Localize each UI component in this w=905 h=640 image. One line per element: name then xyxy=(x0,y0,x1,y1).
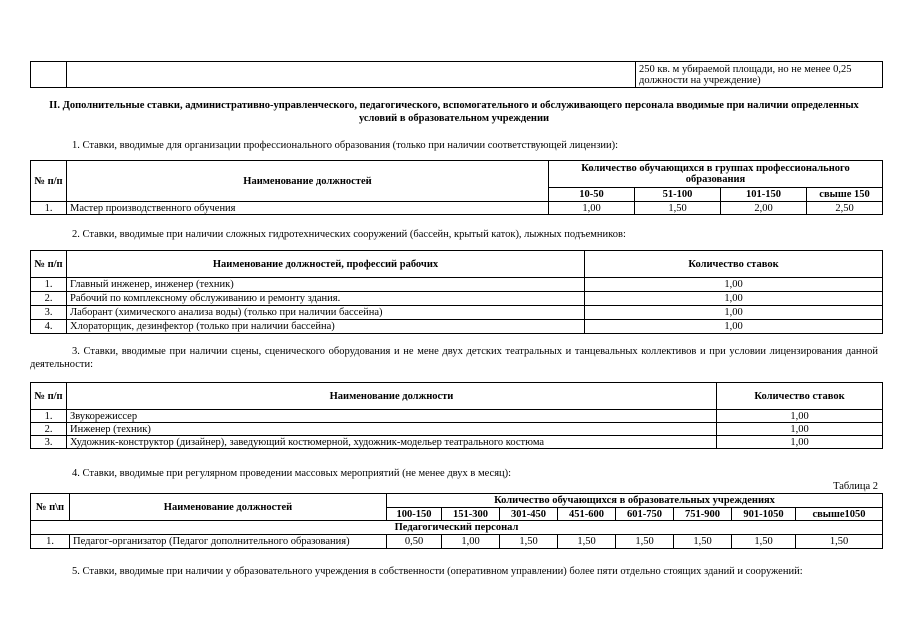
t2-header-name: Наименование должностей, профессий рабочих xyxy=(67,251,585,278)
t4-row-num: 1. xyxy=(31,535,70,549)
top-table-cell-empty-2 xyxy=(67,62,636,88)
table-vocational-training xyxy=(30,160,883,215)
t3-row-qty: 1,00 xyxy=(717,436,883,449)
t3-row-num: 3. xyxy=(31,436,67,449)
paragraph-1: 1. Ставки, вводимые для организации профессионального образования (только при наличии соответствующей лицензии): xyxy=(72,140,619,151)
t2-row-qty: 1,00 xyxy=(585,320,883,334)
t1-row-value: 2,50 xyxy=(807,202,883,215)
t4-header-name: Наименование должностей xyxy=(70,494,387,521)
table-row xyxy=(31,535,883,549)
t3-header-qty: Количество ставок xyxy=(717,383,883,410)
t1-range: 101-150 xyxy=(721,188,807,202)
table-row xyxy=(31,306,883,320)
section-heading: II. Дополнительные ставки, административно-управленческого, педагогического, вспомогательного и обслуживающего персонала вводимые при наличии определенных условий в образовательном учреждении xyxy=(49,100,859,124)
paragraph-2: 2. Ставки, вводимые при наличии сложных гидротехнических сооружений (бассейн, крытый каток), лыжных подъемников: xyxy=(72,229,626,240)
t3-header-name: Наименование должности xyxy=(67,383,717,410)
t2-row-qty: 1,00 xyxy=(585,292,883,306)
t1-header-num: № п/п xyxy=(31,161,67,202)
t4-range: 100-150 xyxy=(387,508,442,521)
t1-row-value: 1,50 xyxy=(635,202,721,215)
t3-row-name: Инженер (техник) xyxy=(67,423,717,436)
t4-row-value: 0,50 xyxy=(387,535,442,549)
t2-row-num: 3. xyxy=(31,306,67,320)
t1-range: свыше 150 xyxy=(807,188,883,202)
t3-row-num: 1. xyxy=(31,410,67,423)
t3-row-qty: 1,00 xyxy=(717,410,883,423)
table-row xyxy=(31,320,883,334)
t3-row-name: Звукорежиссер xyxy=(67,410,717,423)
t4-row-value: 1,00 xyxy=(442,535,500,549)
t1-range: 10-50 xyxy=(549,188,635,202)
t4-row-value: 1,50 xyxy=(674,535,732,549)
t2-row-num: 2. xyxy=(31,292,67,306)
paragraph-4: 4. Ставки, вводимые при регулярном проведении массовых мероприятий (не менее двух в месяц): xyxy=(72,468,512,479)
t4-row-value: 1,50 xyxy=(732,535,796,549)
t2-row-name: Рабочий по комплексному обслуживанию и ремонту здания. xyxy=(67,292,585,306)
t4-row-value: 1,50 xyxy=(616,535,674,549)
t4-range: 901-1050 xyxy=(732,508,796,521)
table-row xyxy=(31,292,883,306)
table-row xyxy=(31,202,883,215)
t4-range: свыше1050 xyxy=(796,508,883,521)
t2-row-name: Хлораторщик, дезинфектор (только при наличии бассейна) xyxy=(67,320,585,334)
t3-row-num: 2. xyxy=(31,423,67,436)
t2-row-name: Главный инженер, инженер (техник) xyxy=(67,278,585,292)
top-table-cell-empty-1 xyxy=(31,62,67,88)
t4-range: 151-300 xyxy=(442,508,500,521)
table-row xyxy=(31,410,883,423)
table-row xyxy=(31,278,883,292)
t4-range: 601-750 xyxy=(616,508,674,521)
t4-header-group: Количество обучающихся в образовательных учреждениях xyxy=(387,494,883,508)
t4-range: 451-600 xyxy=(558,508,616,521)
paragraph-5: 5. Ставки, вводимые при наличии у образовательного учреждения в собственности (оперативном управлении) более пяти отдельно стоящих зданий и сооружений: xyxy=(72,566,803,577)
t4-row-value: 1,50 xyxy=(796,535,883,549)
t2-row-name: Лаборант (химического анализа воды) (только при наличии бассейна) xyxy=(67,306,585,320)
t4-range: 751-900 xyxy=(674,508,732,521)
top-table-cell-text: 250 кв. м убираемой площади, но не менее 0,25 должности на учреждение) xyxy=(636,62,883,88)
t1-row-name: Мастер производственного обучения xyxy=(67,202,549,215)
t1-range: 51-100 xyxy=(635,188,721,202)
t4-row-value: 1,50 xyxy=(558,535,616,549)
t1-header-name: Наименование должностей xyxy=(67,161,549,202)
t2-row-qty: 1,00 xyxy=(585,306,883,320)
t2-header-num: № п/п xyxy=(31,251,67,278)
t3-row-qty: 1,00 xyxy=(717,423,883,436)
table-stage-equipment xyxy=(30,382,883,449)
table-mass-events xyxy=(30,493,883,549)
t3-header-num: № п/п xyxy=(31,383,67,410)
t4-range: 301-450 xyxy=(500,508,558,521)
t4-row-value: 1,50 xyxy=(500,535,558,549)
t2-row-num: 4. xyxy=(31,320,67,334)
table-caption: Таблица 2 xyxy=(833,481,878,492)
top-table-fragment xyxy=(30,61,883,88)
t3-row-name: Художник-конструктор (дизайнер), заведующий костюмерной, художник-модельер театрального костюма xyxy=(67,436,717,449)
t1-row-value: 1,00 xyxy=(549,202,635,215)
t4-header-num: № п\п xyxy=(31,494,70,521)
t2-header-qty: Количество ставок xyxy=(585,251,883,278)
t1-row-value: 2,00 xyxy=(721,202,807,215)
t4-section-row: Педагогический персонал xyxy=(31,521,883,535)
t1-row-num: 1. xyxy=(31,202,67,215)
table-hydro-structures xyxy=(30,250,883,334)
table-row xyxy=(31,423,883,436)
table-row xyxy=(31,436,883,449)
t1-header-group: Количество обучающихся в группах профессионального образования xyxy=(549,161,883,188)
t4-row-name: Педагог-организатор (Педагог дополнительного образования) xyxy=(70,535,387,549)
t2-row-qty: 1,00 xyxy=(585,278,883,292)
paragraph-3: 3. Ставки, вводимые при наличии сцены, сценического оборудования и не мене двух детских театральных и танцевальных коллективов и при условии лицензирования данной деятельности: xyxy=(30,346,878,370)
t2-row-num: 1. xyxy=(31,278,67,292)
